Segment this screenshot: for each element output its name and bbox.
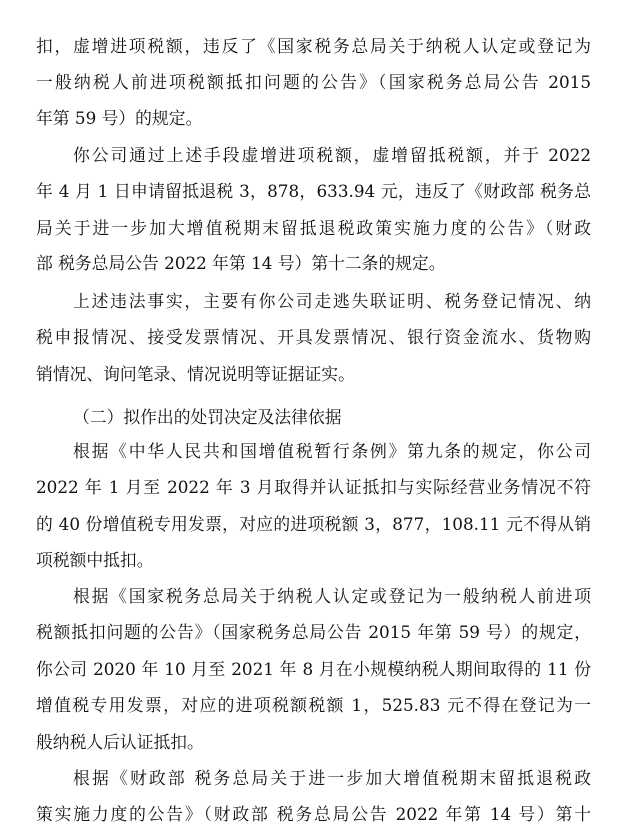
text-line: 2022 年 1 月至 2022 年 3 月取得并认证抵扣与实际经营业务情况不符 — [36, 477, 591, 497]
text-line: 上述违法事实，主要有你公司走逃失联证明、税务登记情况、纳 — [73, 291, 591, 311]
text-line: 销情况、询问笔录、情况说明等证据证实。 — [36, 364, 355, 384]
text-line: 根据《中华人民共和国增值税暂行条例》第九条的规定，你公司 — [73, 441, 591, 461]
text-line: 增值税专用发票，对应的进项税额税额 1，525.83 元不得在登记为一 — [36, 695, 591, 715]
text-line: 局关于进一步加大增值税期末留抵退税政策实施力度的公告》（财政 — [36, 218, 591, 238]
text-line: 一般纳税人前进项税额抵扣问题的公告》（国家税务总局公告 2015 — [36, 72, 591, 92]
text-line: 税申报情况、接受发票情况、开具发票情况、银行资金流水、货物购 — [36, 327, 591, 347]
text-line: 的 40 份增值税专用发票，对应的进项税额 3，877，108.11 元不得从销 — [36, 514, 591, 534]
section-heading: （二）拟作出的处罚决定及法律依据 — [73, 407, 342, 427]
text-line: 你公司通过上述手段虚增进项税额，虚增留抵税额，并于 2022 — [73, 145, 591, 165]
text-line: 年第 59 号）的规定。 — [36, 108, 203, 128]
text-line: 部 税务总局公告 2022 年第 14 号）第十二条的规定。 — [36, 253, 446, 273]
text-line: 年 4 月 1 日申请留抵退税 3，878，633.94 元，违反了《财政部 税务总 — [36, 181, 591, 201]
text-line: 根据《国家税务总局关于纳税人认定或登记为一般纳税人前进项 — [73, 586, 591, 606]
text-line: 根据《财政部 税务总局关于进一步加大增值税期末留抵退税政 — [73, 768, 591, 788]
text-line: 策实施力度的公告》（财政部 税务总局公告 2022 年第 14 号）第十 — [36, 804, 591, 824]
text-line: 你公司 2020 年 10 月至 2021 年 8 月在小规模纳税人期间取得的 11 份 — [36, 659, 591, 679]
text-line: 般纳税人后认证抵扣。 — [36, 732, 204, 752]
text-line: 扣，虚增进项税额，违反了《国家税务总局关于纳税人认定或登记为 — [36, 36, 591, 56]
text-line: 项税额中抵扣。 — [36, 550, 154, 570]
text-line: 税额抵扣问题的公告》（国家税务总局公告 2015 年第 59 号）的规定， — [36, 622, 591, 642]
